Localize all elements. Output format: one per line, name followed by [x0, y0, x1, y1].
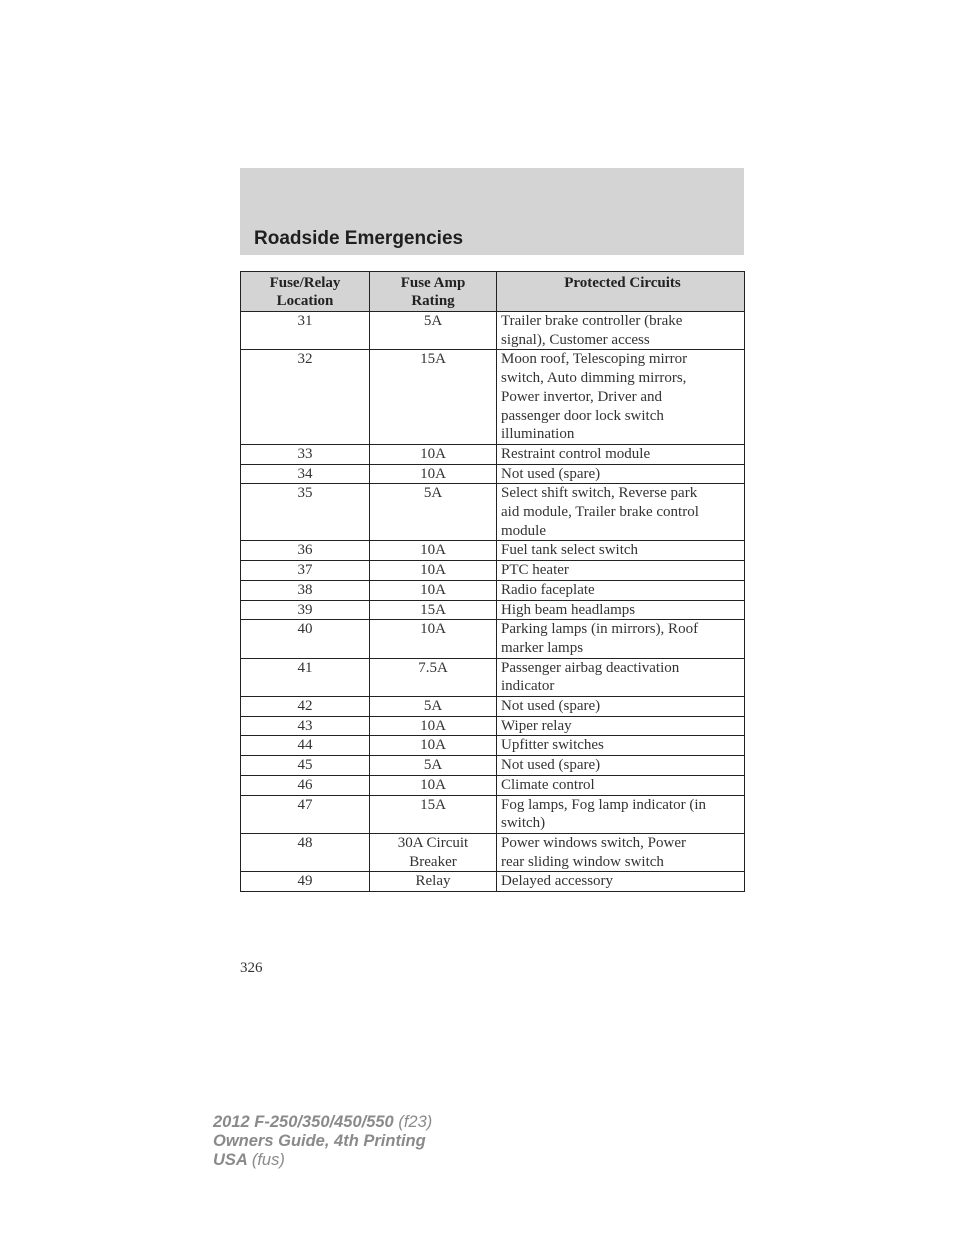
table-row [241, 580, 745, 600]
circuit-line: Climate control [501, 776, 595, 793]
cell-circuits [497, 736, 745, 756]
circuit-line: Wiper relay [501, 717, 572, 734]
rating-line: 5A [423, 757, 443, 774]
rating-line: 10A [420, 737, 446, 754]
table-row [241, 464, 745, 484]
circuit-line: PTC heater [501, 562, 569, 579]
fuse-table [240, 271, 745, 892]
rating-line: 5A [423, 698, 443, 715]
cell-location: 31 [241, 312, 370, 350]
cell-circuits [497, 350, 745, 445]
cell-location: 46 [241, 775, 370, 795]
page-number: 326 [240, 960, 263, 976]
table-row [241, 484, 745, 541]
circuit-line: illumination [501, 426, 575, 443]
table-row [241, 833, 745, 871]
circuit-line: passenger door lock switch [501, 407, 664, 424]
cell-circuits [497, 580, 745, 600]
cell-circuits [497, 833, 745, 871]
circuit-line: indicator [501, 678, 555, 695]
header-location: Fuse/Relay Location [241, 272, 370, 312]
rating-line: 5A [423, 485, 443, 502]
rating-line: 10A [420, 562, 446, 579]
cell-rating [370, 312, 497, 350]
circuit-line: Not used (spare) [501, 757, 601, 774]
circuit-line: Not used (spare) [501, 698, 601, 715]
cell-rating [370, 756, 497, 776]
cell-circuits [497, 872, 745, 892]
cell-circuits [497, 658, 745, 696]
cell-rating [370, 775, 497, 795]
circuit-line: Radio faceplate [501, 581, 595, 598]
table-row [241, 658, 745, 696]
rating-line: 7.5A [418, 659, 448, 676]
rating-line: 30A Circuit [397, 834, 469, 851]
header-circuits: Protected Circuits [497, 272, 745, 312]
table-row [241, 736, 745, 756]
circuit-line: Delayed accessory [501, 873, 614, 890]
cell-location: 36 [241, 541, 370, 561]
circuit-line: Trailer brake controller (brake [501, 313, 683, 329]
rating-line: 15A [420, 796, 446, 813]
footer-market-line: USA (fus) [213, 1151, 285, 1169]
rating-line: 10A [420, 717, 446, 734]
cell-location: 44 [241, 736, 370, 756]
circuit-line: module [501, 522, 546, 539]
rating-line: 10A [420, 621, 446, 638]
cell-circuits [497, 620, 745, 658]
circuit-line: Select shift switch, Reverse park [501, 485, 698, 502]
cell-location: 49 [241, 872, 370, 892]
cell-rating [370, 620, 497, 658]
cell-rating [370, 350, 497, 445]
rating-line: Relay [415, 873, 451, 890]
footer [213, 1113, 432, 1170]
circuit-line: Fuel tank select switch [501, 542, 639, 559]
rating-line: 5A [423, 313, 443, 329]
cell-circuits [497, 795, 745, 833]
table-header-row [241, 272, 745, 312]
circuit-line: High beam headlamps [501, 601, 636, 618]
circuit-line: Passenger airbag deactivation [501, 659, 680, 676]
cell-circuits [497, 756, 745, 776]
circuit-line: marker lamps [501, 639, 584, 656]
cell-rating [370, 658, 497, 696]
cell-location: 45 [241, 756, 370, 776]
cell-circuits [497, 484, 745, 541]
cell-rating [370, 464, 497, 484]
circuit-line: Fog lamps, Fog lamp indicator (in [501, 796, 706, 813]
rating-line: 10A [420, 776, 446, 793]
cell-location: 37 [241, 561, 370, 581]
table-row [241, 312, 745, 350]
rating-line: 15A [420, 351, 446, 368]
circuit-line: Power windows switch, Power [501, 834, 686, 851]
table-row [241, 600, 745, 620]
cell-circuits [497, 312, 745, 350]
rating-line: 10A [420, 581, 446, 598]
cell-rating [370, 541, 497, 561]
circuit-line: aid module, Trailer brake control [501, 504, 699, 521]
rating-line: Breaker [409, 853, 457, 870]
section-title: Roadside Emergencies [254, 228, 464, 249]
cell-location: 42 [241, 697, 370, 717]
circuit-line: Not used (spare) [501, 465, 601, 482]
cell-rating [370, 872, 497, 892]
cell-location: 48 [241, 833, 370, 871]
rating-line: 10A [420, 542, 446, 559]
table-row [241, 697, 745, 717]
circuit-line: signal), Customer access [501, 331, 650, 348]
rating-line: 10A [420, 465, 446, 482]
table-row [241, 620, 745, 658]
cell-location: 40 [241, 620, 370, 658]
circuit-line: Power invertor, Driver and [501, 388, 663, 405]
circuit-line: Parking lamps (in mirrors), Roof [501, 621, 699, 638]
cell-circuits [497, 716, 745, 736]
cell-circuits [497, 464, 745, 484]
cell-rating [370, 600, 497, 620]
circuit-line: switch) [501, 815, 546, 832]
table-row [241, 541, 745, 561]
rating-line: 15A [420, 601, 446, 618]
fuse-table-body [241, 312, 745, 892]
footer-guide-line: Owners Guide, 4th Printing [213, 1132, 426, 1150]
cell-rating [370, 833, 497, 871]
cell-rating [370, 484, 497, 541]
circuit-line: Upfitter switches [501, 737, 604, 754]
circuit-line: Restraint control module [501, 445, 651, 462]
cell-rating [370, 716, 497, 736]
cell-rating [370, 736, 497, 756]
cell-location: 47 [241, 795, 370, 833]
cell-circuits [497, 697, 745, 717]
cell-rating [370, 444, 497, 464]
circuit-line: Moon roof, Telescoping mirror [501, 351, 688, 368]
cell-rating [370, 697, 497, 717]
table-row [241, 795, 745, 833]
cell-circuits [497, 444, 745, 464]
cell-location: 43 [241, 716, 370, 736]
circuit-line: switch, Auto dimming mirrors, [501, 370, 687, 387]
cell-circuits [497, 541, 745, 561]
cell-rating [370, 561, 497, 581]
footer-model-line: 2012 F-250/350/450/550 (f23) [213, 1113, 433, 1131]
table-row [241, 756, 745, 776]
cell-rating [370, 795, 497, 833]
cell-circuits [497, 775, 745, 795]
cell-location: 34 [241, 464, 370, 484]
table-row [241, 350, 745, 445]
header-rating: Fuse Amp Rating [370, 272, 497, 312]
cell-location: 39 [241, 600, 370, 620]
circuit-line: rear sliding window switch [501, 853, 664, 870]
rating-line: 10A [420, 445, 446, 462]
cell-circuits [497, 561, 745, 581]
cell-circuits [497, 600, 745, 620]
table-row [241, 872, 745, 892]
cell-location: 32 [241, 350, 370, 445]
table-row [241, 716, 745, 736]
cell-location: 35 [241, 484, 370, 541]
table-row [241, 775, 745, 795]
table-row [241, 444, 745, 464]
cell-location: 33 [241, 444, 370, 464]
table-row [241, 561, 745, 581]
cell-location: 38 [241, 580, 370, 600]
cell-rating [370, 580, 497, 600]
cell-location: 41 [241, 658, 370, 696]
